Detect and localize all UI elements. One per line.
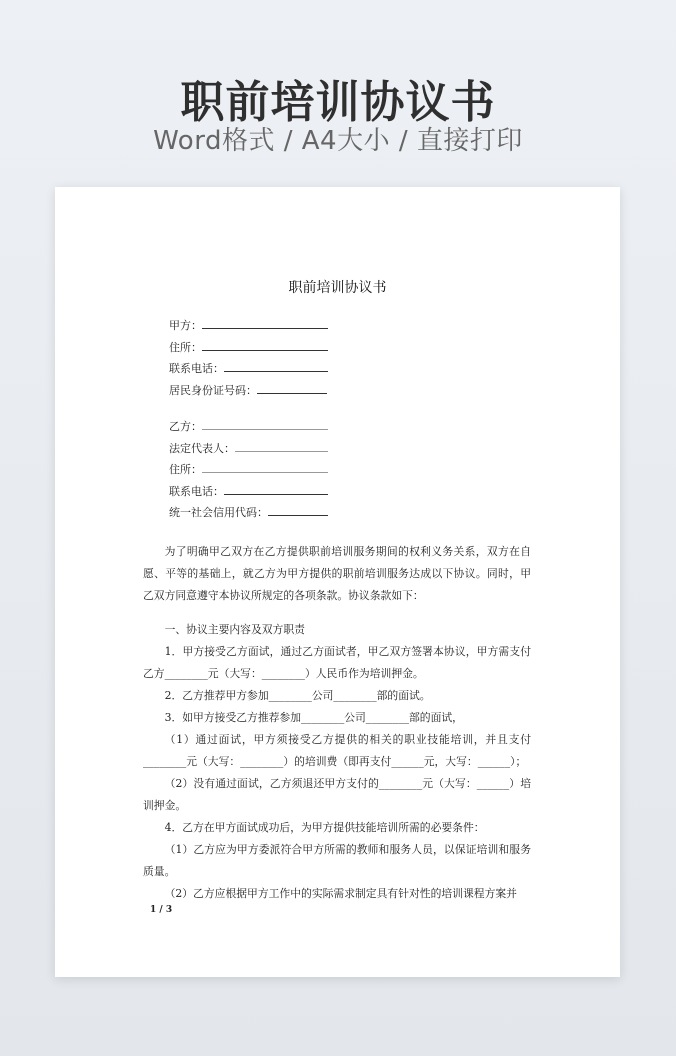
document-title: 职前培训协议书 (288, 280, 387, 296)
field-party-b-rep (169, 440, 328, 462)
document-body (143, 541, 531, 905)
field-party-b-phone (169, 483, 328, 505)
clause-paragraph: （2）乙方应根据甲方工作中的实际需求制定具有针对性的培训课程方案并 (164, 887, 517, 900)
blank-line (202, 317, 328, 329)
section-heading: 一、协议主要内容及双方职责 (164, 623, 305, 636)
field-label: 联系电话： (169, 484, 224, 498)
field-party-a-id (169, 382, 328, 404)
blank-line (202, 339, 328, 351)
field-party-a (169, 317, 328, 339)
blank-line (257, 382, 327, 394)
field-label: 联系电话： (169, 362, 224, 375)
blank-line (224, 483, 328, 495)
field-party-a-address (169, 339, 328, 361)
intro-paragraph: 为了明确甲乙双方在乙方提供职前培训服务期间的权利义务关系，双方在自愿、平等的基础上，就乙方为甲方提供的职前培训服务达成以下协议。同时，甲乙双方同意遵守本协议所规定的各项条款。协议条款如下： (143, 545, 531, 602)
blank-line (202, 461, 328, 473)
field-label: 居民身份证号码： (169, 383, 257, 397)
field-party-a-phone (169, 360, 328, 382)
blank-line (224, 360, 328, 372)
field-label: 甲方： (169, 319, 202, 332)
blank-line (202, 418, 328, 430)
field-party-b-credit-code (169, 504, 328, 526)
clause-paragraph: （1）乙方应为甲方委派符合甲方所需的教师和服务人员，以保证培训和服务质量。 (143, 843, 531, 878)
field-party-b (169, 418, 328, 440)
blank-line (235, 440, 328, 452)
field-label: 法定代表人： (169, 441, 235, 455)
field-party-b-address (169, 461, 328, 483)
party-fields (169, 317, 328, 526)
clause-paragraph: （1）通过面试，甲方须接受乙方提供的相关的职业技能培训，并且支付________元（大写：________）的培训费（即再支付______元，大写：______）； (143, 733, 531, 768)
clause-paragraph: 3．如甲方接受乙方推荐参加________公司________部的面试， (164, 711, 463, 724)
clause-paragraph: （2）没有通过面试，乙方须退还甲方支付的________元（大写：______）培训押金。 (143, 777, 531, 812)
banner-subtitle: Word格式 / A4大小 / 直接打印 (153, 126, 523, 156)
field-label: 住所： (169, 340, 202, 354)
blank-line (268, 504, 328, 516)
document-page (55, 187, 620, 977)
banner-title: 职前培训协议书 (180, 77, 496, 128)
clause-paragraph: 2．乙方推荐甲方参加________公司________部的面试。 (164, 689, 431, 702)
field-label: 统一社会信用代码： (169, 506, 268, 519)
clause-paragraph: 1．甲方接受乙方面试，通过乙方面试者，甲乙双方签署本协议，甲方需支付乙方________元（大写：________）人民币作为培训押金。 (143, 645, 531, 680)
page-number: 1 / 3 (150, 905, 173, 915)
clause-paragraph: 4．乙方在甲方面试成功后，为甲方提供技能培训所需的必要条件： (164, 821, 485, 834)
field-label: 乙方： (169, 420, 202, 433)
field-label: 住所： (169, 463, 202, 476)
